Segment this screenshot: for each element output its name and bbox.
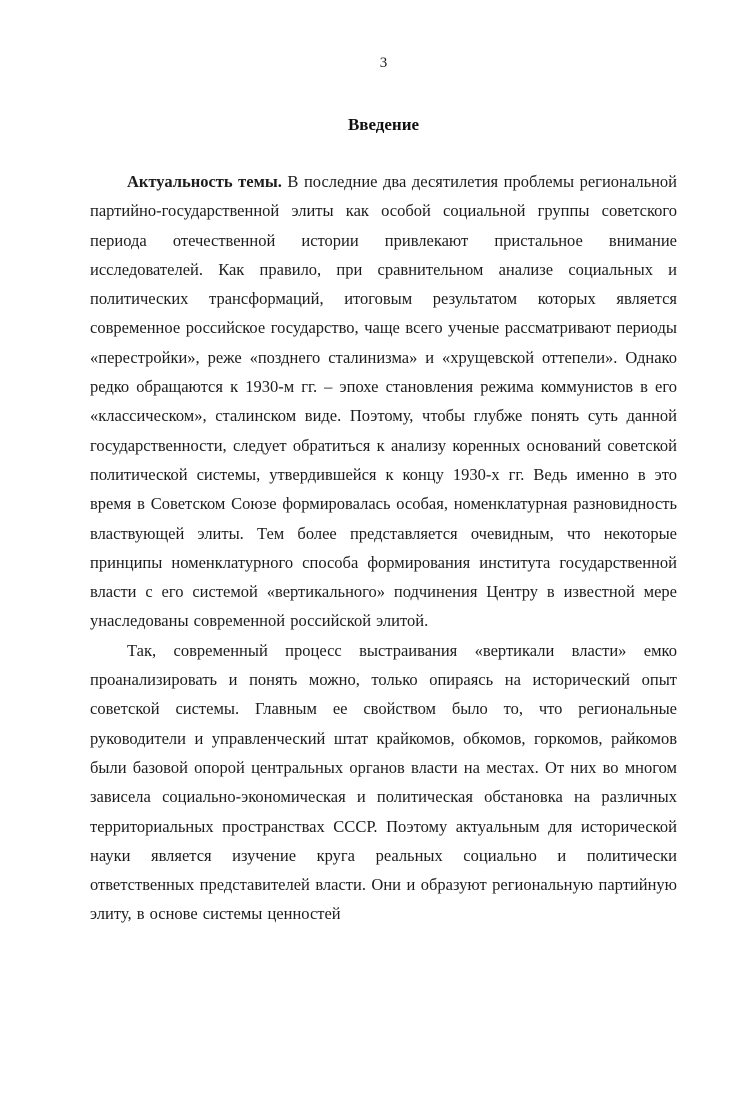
paragraph-body-text: В последние два десятилетия проблемы региональной партийно-государственной элиты как особой социальной группы советского периода отечественной истории привлекают пристальное внимание исследователей. Как правило, при сравнительном анализе социальных и политических трансформаций, итоговым результатом которых является современное российское государство, чаще всего ученые рассматривают периоды «перестройки», реже «позднего сталинизма» и «хрущевской оттепели». Однако редко обращаются к 1930-м гг. – эпохе становления режима коммунистов в его «классическом», сталинском виде. Поэтому, чтобы глубже понять суть данной государственности, следует обратиться к анализу коренных оснований советской политической системы, утвердившейся к концу 1930-х гг. Ведь именно в это время в Советском Союзе формировалась особая, номенклатурная разновидность властвующей элиты. Тем более представляется очевидным, что некоторые принципы номенклатурного способа формирования института государственной власти с его системой «вертикального» подчинения Центру в известной мере унаследованы современной российской элитой. [90, 172, 678, 631]
paragraph-second [90, 636, 677, 929]
paragraph-intro [90, 167, 677, 636]
page-content [90, 54, 677, 929]
page-number: 3 [379, 55, 388, 71]
paragraph-lead-bold: Актуальность темы. [127, 172, 282, 191]
body-text [90, 167, 677, 929]
paragraph-body-text: Так, современный процесс выстраивания «вертикали власти» емко проанализировать и понять можно, только опираясь на исторический опыт советской системы. Главным ее свойством было то, что региональные руководители и управленческий штат крайкомов, обкомов, горкомов, райкомов были базовой опорой центральных органов власти на местах. От них во многом зависела социально-экономическая и политическая обстановка на различных территориальных пространствах СССР. Поэтому актуальным для исторической науки является изучение круга реальных социально и политически ответственных представителей власти. Они и образуют региональную партийную элиту, в основе системы ценностей [90, 640, 677, 924]
section-heading: Введение [347, 115, 420, 134]
